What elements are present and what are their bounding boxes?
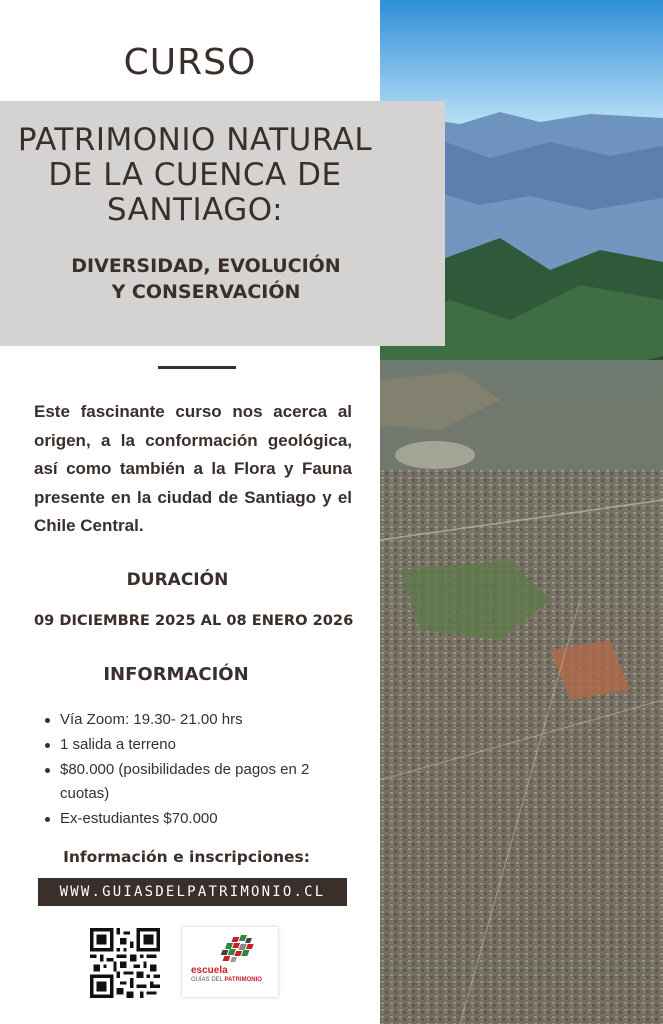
logo-tagline-prefix: GUÍAS DEL — [191, 977, 223, 983]
bullet-icon — [45, 743, 50, 748]
logo-tagline-brand: PATRIMONIO — [224, 977, 262, 983]
qr-code-icon — [90, 928, 160, 998]
title-panel — [0, 101, 445, 346]
section-divider — [158, 366, 236, 369]
list-item-text: Vía Zoom: 19.30- 21.00 hrs — [60, 711, 243, 728]
list-item — [42, 807, 342, 832]
course-title-line: DE LA CUENCA DE — [48, 157, 342, 193]
list-item — [42, 733, 342, 758]
list-item-text: 1 salida a terreno — [60, 735, 176, 753]
bullet-icon — [45, 768, 50, 773]
registration-heading: Información e inscripciones: — [63, 848, 310, 866]
course-kicker: CURSO — [123, 42, 257, 83]
list-item — [42, 708, 342, 733]
list-item-text: Ex-estudiantes $70.000 — [60, 810, 218, 828]
course-title-line: SANTIAGO: — [106, 192, 284, 228]
bullet-icon — [45, 718, 50, 723]
list-item — [42, 758, 342, 808]
logo-wordmark: escuela — [191, 965, 228, 976]
bullet-icon — [45, 817, 50, 822]
course-subtitle-line: DIVERSIDAD, EVOLUCIÓN — [71, 255, 341, 277]
duration-heading: DURACIÓN — [126, 570, 229, 590]
logo-mosaic-icon — [220, 935, 262, 965]
course-description: Este fascinante curso nos acerca al origen, a la conformación geológica, así como también a la Flora y Fauna presente en la ciudad de Santiago y el Chile Central. — [34, 402, 352, 535]
website-link[interactable]: WWW.GUIASDELPATRIMONIO.CL — [38, 878, 347, 906]
course-title — [0, 123, 390, 228]
duration-dates: 09 DICIEMBRE 2025 AL 08 ENERO 2026 — [34, 612, 354, 629]
course-subtitle — [0, 253, 412, 305]
course-title-line: PATRIMONIO NATURAL — [17, 122, 373, 158]
list-item-text: $80.000 (posibilidades de pagos en 2 cuotas) — [60, 760, 310, 803]
information-heading: INFORMACIÓN — [103, 664, 249, 685]
logo-tagline — [191, 977, 262, 983]
information-list — [42, 708, 342, 832]
course-subtitle-line: Y CONSERVACIÓN — [111, 281, 301, 303]
escuela-logo — [182, 927, 278, 997]
